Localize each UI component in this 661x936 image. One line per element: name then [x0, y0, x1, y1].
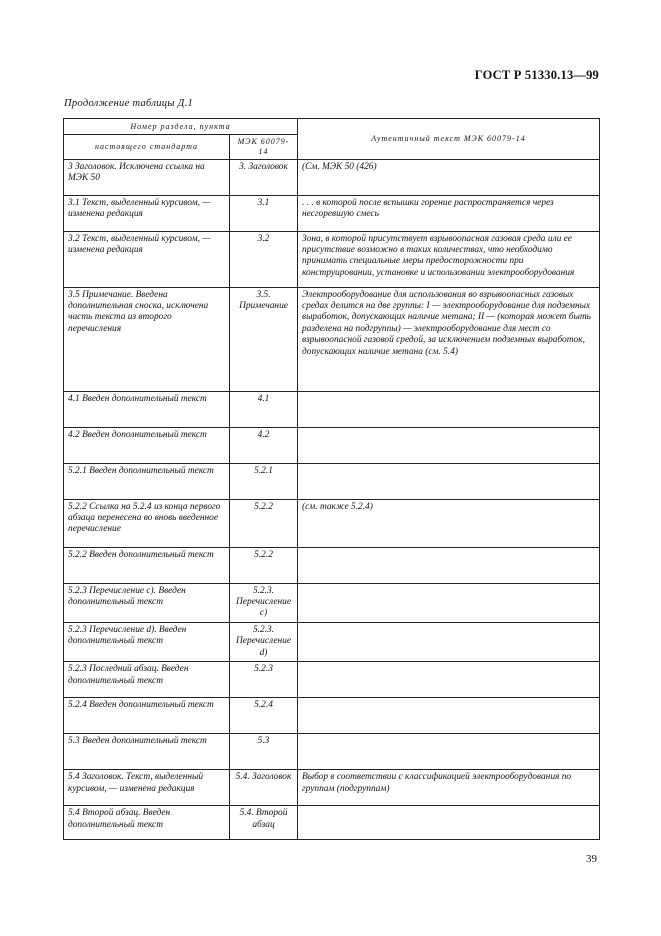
cell-iec: 5.2.4: [230, 698, 298, 734]
table-row: [64, 231, 600, 287]
table-row: [64, 427, 600, 463]
cell-this-standard: 5.4 Второй абзац. Введен дополнительный текст: [64, 806, 230, 840]
table-row: [64, 499, 600, 547]
cell-this-standard: 5.2.1 Введен дополнительный текст: [64, 463, 230, 499]
cell-iec: 3. Заголовок: [230, 159, 298, 195]
table-row: [64, 698, 600, 734]
cell-authentic-text: [298, 698, 600, 734]
cell-this-standard: 3.5 Примечание. Введена дополнительная сноска, исключена часть текста из второго перечисления: [64, 287, 230, 391]
table-row: [64, 547, 600, 583]
cell-authentic-text: Зона, в которой присутствует взрывоопасная газовая среда или ее присутствие возможно в таких количествах, что необходимо принимать специальные меры предосторожности при конструировании, установке и использовании электрооборудования: [298, 231, 600, 287]
cell-this-standard: 3.1 Текст, выделенный курсивом, — изменена редакция: [64, 195, 230, 231]
cell-iec: 3.2: [230, 231, 298, 287]
cell-this-standard: 4.1 Введен дополнительный текст: [64, 391, 230, 427]
cell-this-standard: 3 Заголовок. Исключена ссылка на МЭК 50: [64, 159, 230, 195]
correspondence-table: [63, 118, 600, 840]
cell-this-standard: 5.2.2 Введен дополнительный текст: [64, 547, 230, 583]
cell-iec: 5.2.3: [230, 662, 298, 698]
cell-authentic-text: [298, 583, 600, 622]
cell-authentic-text: Электрооборудование для использования во взрывоопасных газовых средах делится на две группы: I — электрооборудование для подземных выработок, допускающих наличие метана; II — (которая может быть разделена на подгруппы) — электрооборудование для мест со взрывоопасной газовой средой, за исключением подземных выработок, допускающих наличие метана (см. 5.4): [298, 287, 600, 391]
cell-authentic-text: (см. также 5.2.4): [298, 499, 600, 547]
cell-this-standard: 4.2 Введен дополнительный текст: [64, 427, 230, 463]
cell-iec: 5.4. Второй абзац: [230, 806, 298, 840]
cell-iec: 5.4. Заголовок: [230, 770, 298, 806]
cell-this-standard: 5.2.3 Перечисление d). Введен дополнительный текст: [64, 622, 230, 661]
cell-this-standard: 5.2.3 Перечисление с). Введен дополнительный текст: [64, 583, 230, 622]
table-row: [64, 806, 600, 840]
cell-iec: 5.2.2: [230, 547, 298, 583]
cell-authentic-text: [298, 427, 600, 463]
cell-iec: 5.2.2: [230, 499, 298, 547]
table-row: [64, 622, 600, 661]
cell-this-standard: 5.3 Введен дополнительный текст: [64, 734, 230, 770]
cell-this-standard: 3.2 Текст, выделенный курсивом, — изменена редакция: [64, 231, 230, 287]
header-iec: МЭК 60079-14: [230, 135, 298, 160]
cell-authentic-text: [298, 391, 600, 427]
cell-iec: 5.2.3. Перечисление с): [230, 583, 298, 622]
table-continuation-caption: Продолжение таблицы Д.1: [64, 98, 194, 109]
table-row: [64, 391, 600, 427]
cell-this-standard: 5.2.2 Ссылка на 5.2.4 из конца первого абзаца перенесена во вновь введенное перечисление: [64, 499, 230, 547]
cell-iec: 3.5. Примечание: [230, 287, 298, 391]
cell-this-standard: 5.4 Заголовок. Текст, выделенный курсивом, — изменена редакция: [64, 770, 230, 806]
page-number: 39: [586, 853, 597, 865]
cell-authentic-text: [298, 622, 600, 661]
cell-authentic-text: . . . в которой после вспышки горение распространяется через несгоревшую смесь: [298, 195, 600, 231]
cell-authentic-text: Выбор в соответствии с классификацией электрооборудования по группам (подгруппам): [298, 770, 600, 806]
table-row: [64, 195, 600, 231]
header-this-standard: настоящего стандарта: [64, 135, 230, 160]
cell-this-standard: 5.2.4 Введен дополнительный текст: [64, 698, 230, 734]
table-row: [64, 734, 600, 770]
cell-iec: 5.2.3. Перечисление d): [230, 622, 298, 661]
header-authentic-text: Аутентичный текст МЭК 60079-14: [298, 119, 600, 160]
document-code: ГОСТ Р 51330.13—99: [474, 68, 599, 82]
cell-authentic-text: (См. МЭК 50 (426): [298, 159, 600, 195]
cell-this-standard: 5.2.3 Последний абзац. Введен дополнительный текст: [64, 662, 230, 698]
table-row: [64, 583, 600, 622]
cell-iec: 4.2: [230, 427, 298, 463]
cell-authentic-text: [298, 547, 600, 583]
table-row: [64, 287, 600, 391]
cell-authentic-text: [298, 734, 600, 770]
cell-iec: 5.2.1: [230, 463, 298, 499]
table-row: [64, 463, 600, 499]
cell-iec: 4.1: [230, 391, 298, 427]
cell-authentic-text: [298, 463, 600, 499]
cell-authentic-text: [298, 662, 600, 698]
table-row: [64, 662, 600, 698]
cell-iec: 3.1: [230, 195, 298, 231]
table-row: [64, 770, 600, 806]
cell-authentic-text: [298, 806, 600, 840]
header-section-number: Номер раздела, пункта: [64, 119, 298, 135]
table-row: [64, 159, 600, 195]
cell-iec: 5.3: [230, 734, 298, 770]
